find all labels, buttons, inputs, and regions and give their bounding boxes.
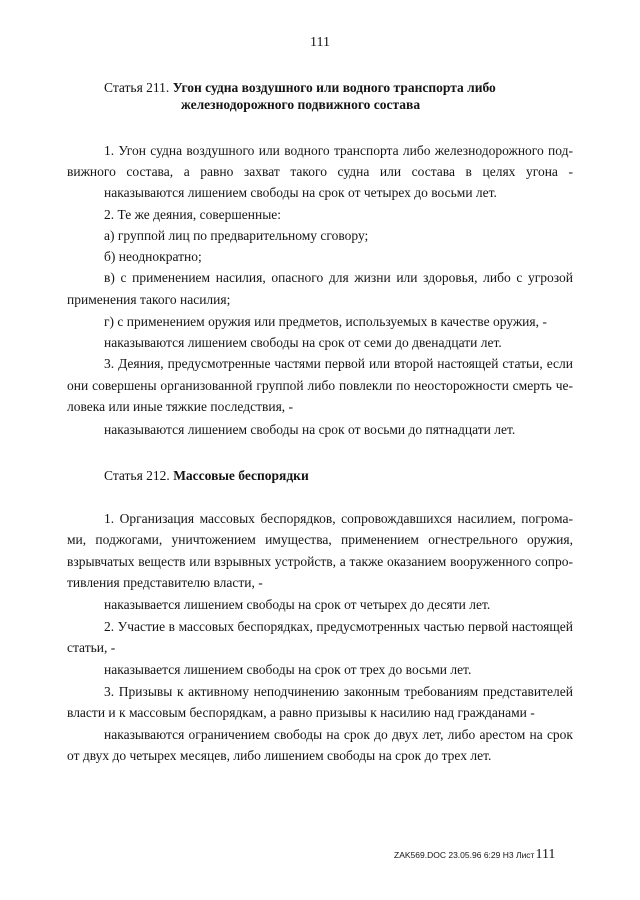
paragraph-line: применения такого насилия; <box>67 292 231 307</box>
paragraph-line: они совершены организованной группой либо повлекли по неосторожности смерть че- <box>67 378 573 393</box>
paragraph-line: в) с применением насилия, опасного для жизни или здоровья, либо с угрозой <box>104 270 573 285</box>
paragraph-line: г) с применением оружия или предметов, используемых в качестве оружия, - <box>104 314 547 329</box>
paragraph-line: 2. Участие в массовых беспорядках, предусмотренных частью первой настоящей <box>104 619 573 634</box>
paragraph-line: 2. Те же деяния, совершенные: <box>104 207 282 222</box>
article-212-label: Статья 212. <box>104 468 170 483</box>
article-211-heading-cont <box>181 96 420 113</box>
paragraph-line: 1. Угон судна воздушного или водного транспорта либо железнодорожного под- <box>104 143 573 158</box>
article-211-title-line1: Угон судна воздушного или водного транспорта либо <box>172 80 496 95</box>
footer-date: 23.05.96 <box>448 850 482 860</box>
article-212-heading <box>104 467 309 484</box>
article-211-title-line2: железнодорожного подвижного состава <box>181 97 421 112</box>
footer-file-name: ZAK569.DOC <box>394 850 446 860</box>
paragraph-line: наказываются лишением свободы на срок от семи до двенадцати лет. <box>104 335 502 350</box>
paragraph-line: наказываются ограничением свободы на срок до двух лет, либо арестом на срок <box>104 727 573 742</box>
footer-time: 6:29 <box>483 850 501 860</box>
footer-code: Н3 <box>502 850 514 860</box>
paragraph-line: вижного состава, а равно захват такого судна или состава в целях угона - <box>67 164 573 179</box>
paragraph-line: 1. Организация массовых беспорядков, сопровождавшихся насилием, погрома- <box>104 511 573 526</box>
paragraph-line: а) группой лиц по предварительному сговору; <box>104 228 369 243</box>
paragraph-line: тивления представителю власти, - <box>67 575 263 590</box>
paragraph-line: б) неоднократно; <box>104 249 202 264</box>
paragraph-line: ми, поджогами, уничтожением имущества, применением огнестрельного оружия, <box>67 532 573 547</box>
article-211-heading <box>104 79 496 96</box>
document-footer <box>394 847 555 863</box>
paragraph-line: власти и к массовым беспорядкам, а равно призывы к насилию над гражданами - <box>67 705 535 720</box>
paragraph-line: 3. Призывы к активному неподчинению законным требованиям представителей <box>104 684 573 699</box>
footer-sheet-number: 111 <box>535 847 556 862</box>
article-212-title: Массовые беспорядки <box>173 468 309 483</box>
paragraph-line: от двух до четырех месяцев, либо лишением свободы на срок до трех лет. <box>67 748 492 763</box>
paragraph-line: ловека или иные тяжкие последствия, - <box>67 399 294 414</box>
article-211-label: Статья 211. <box>104 80 170 95</box>
paragraph-line: наказываются лишением свободы на срок от четырех до восьми лет. <box>104 185 497 200</box>
paragraph-line: наказываются лишением свободы на срок от восьми до пятнадцати лет. <box>104 422 516 437</box>
paragraph-line: наказывается лишением свободы на срок от трех до восьми лет. <box>104 662 472 677</box>
paragraph-line: взрывчатых веществ или взрывных устройств, а также оказанием вооруженного сопро- <box>67 554 573 569</box>
footer-sheet-label: Лист <box>515 850 535 860</box>
paragraph-line: статьи, - <box>67 640 116 655</box>
page-number: 111 <box>310 35 330 50</box>
paragraph-line: наказывается лишением свободы на срок от четырех до десяти лет. <box>104 597 491 612</box>
paragraph-line: 3. Деяния, предусмотренные частями первой или второй настоящей статьи, если <box>104 356 573 371</box>
